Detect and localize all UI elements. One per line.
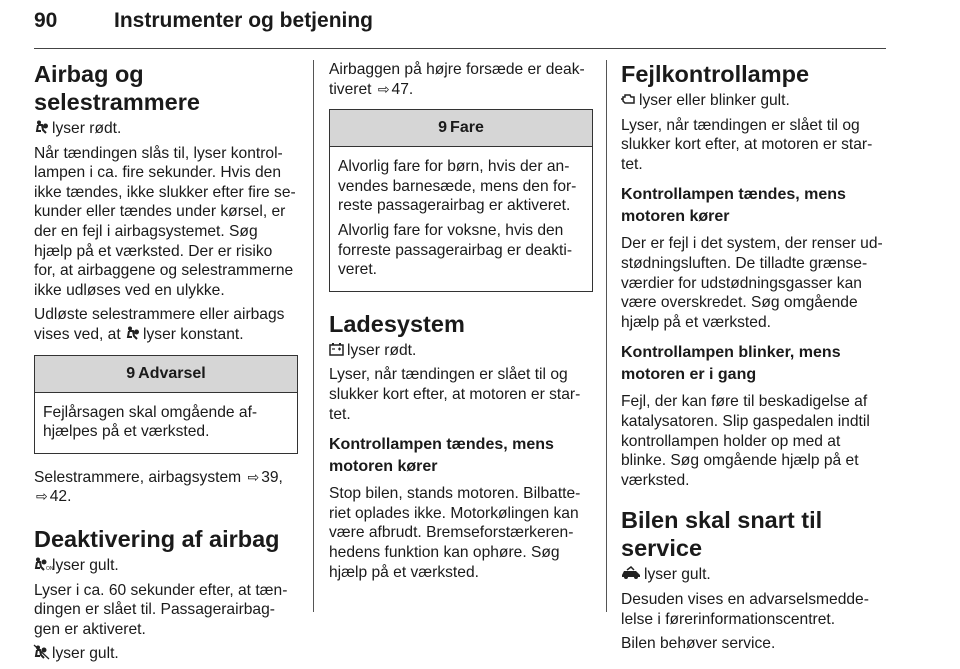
section-heading-ladesystem: Ladesystem <box>329 310 465 337</box>
danger-box-header <box>330 110 592 147</box>
airbag-seat-icon <box>125 326 140 340</box>
paragraph: Desuden vises en advarselsmedde-lelse i førerinformationscentret. <box>621 590 869 628</box>
paragraph: Udløste selestrammere eller airbags vises ved, at lyser konstant. <box>34 306 285 343</box>
page-title: Instrumenter og betjening <box>114 9 374 32</box>
section-heading-fejlkontrollampe: Fejlkontrollampe <box>621 61 810 87</box>
engine-check-icon <box>621 92 636 106</box>
warning-box <box>34 355 298 454</box>
warning-text: Fejlårsagen skal omgående af-hjælpes på et værksted. <box>43 403 258 441</box>
paragraph: Lyser i ca. 60 sekunder efter, at tæn-dingen er slået til. Passagerairbag-gen er aktiveret. <box>34 581 288 638</box>
passenger-airbag-on-icon <box>34 557 54 572</box>
battery-icon <box>329 342 344 356</box>
service-wrench-car-icon <box>621 566 641 580</box>
warning-triangle-icon: 9 <box>126 364 136 382</box>
cross-reference: Selestrammere, airbagsystem ⇨ 39, ⇨ 42. <box>34 468 283 506</box>
section-heading-service: Bilen skal snart til service <box>621 507 823 562</box>
subheading-tandes: Kontrollampen tændes, mens motoren kører <box>621 186 846 226</box>
paragraph: lyser rødt. <box>329 341 593 361</box>
paragraph: Når tændingen slås til, lyser kontrol-lampen i ca. fire sekunder. Hvis den ikke tændes, ikke slukker efter fire se-kunder eller tændes under kørsel, er der en fejl i airbagsystemet. Søg hjælp på et værksted. Der er risiko for, at airbaggene og selestrammerne ikke udløses ved en ulykke. <box>34 144 296 299</box>
column-divider <box>313 60 314 612</box>
paragraph: Stop bilen, stands motoren. Bilbatte-riet oplades ikke. Motorkølingen kan være afbrudt. Bremseforstærkeren-hedens funktion kan ophøre. Søg hjælp på et værksted. <box>329 485 581 581</box>
column-1 <box>34 60 298 669</box>
paragraph: Bilen behøver service. <box>621 635 776 653</box>
page-reference-arrow-icon: ⇨ <box>247 468 260 485</box>
paragraph: lyser gult. <box>34 644 298 664</box>
paragraph: ON lyser gult. <box>34 556 298 576</box>
page-number: 90 <box>34 9 58 32</box>
section-heading-deaktivering: Deaktivering af airbag <box>34 525 280 552</box>
header-rule <box>34 48 886 49</box>
paragraph: lyser eller blinker gult. <box>621 91 889 111</box>
subheading-blinker: Kontrollampen blinker, mens motoren er i gang <box>621 344 841 384</box>
paragraph: Lyser, når tændingen er slået til og slukker kort efter, at motoren er star-tet. <box>329 366 581 423</box>
airbag-seat-icon <box>34 120 49 134</box>
page-reference-arrow-icon: ⇨ <box>377 80 390 97</box>
passenger-airbag-off-icon <box>34 645 49 659</box>
column-2 <box>329 60 593 587</box>
section-heading-airbag: Airbag og selestrammere <box>34 61 200 115</box>
page-reference-arrow-icon: ⇨ <box>36 488 48 505</box>
danger-title: Fare <box>450 119 484 137</box>
warning-box-header <box>35 356 297 393</box>
paragraph: Airbaggen på højre forsæde er deak-tiveret ⇨ 47. <box>329 61 585 98</box>
paragraph: Der er fejl i det system, der renser ud-stødningsluften. De tilladte grænse-værdier for udstødningsgasser kan være overskredet. Søg omgående hjælp på et værksted. <box>621 235 883 331</box>
column-divider <box>606 60 607 612</box>
paragraph: lyser rødt. <box>34 119 298 139</box>
danger-box <box>329 109 593 292</box>
danger-text: Alvorlig fare for voksne, hvis den forreste passagerairbag er deakti-veret. <box>338 221 573 279</box>
subheading-kontrollampen: Kontrollampen tændes, mens motoren kører <box>329 436 554 476</box>
column-3 <box>621 60 889 659</box>
warning-triangle-icon: 9 <box>438 119 448 137</box>
danger-text: Alvorlig fare for børn, hvis der an-vendes barnesæde, mens den for-reste passagerairbag er aktiveret. <box>338 158 577 215</box>
svg-text:ON: ON <box>46 565 54 572</box>
page-header <box>34 9 886 45</box>
warning-title: Advarsel <box>138 364 206 382</box>
paragraph: lyser gult. <box>621 565 889 585</box>
paragraph: Lyser, når tændingen er slået til og slukker kort efter, at motoren er star-tet. <box>621 116 873 173</box>
paragraph: Fejl, der kan føre til beskadigelse af katalysatoren. Slip gaspedalen indtil kontrollampen holder op med at blinke. Søg omgående hjælp på et værksted. <box>621 393 870 489</box>
